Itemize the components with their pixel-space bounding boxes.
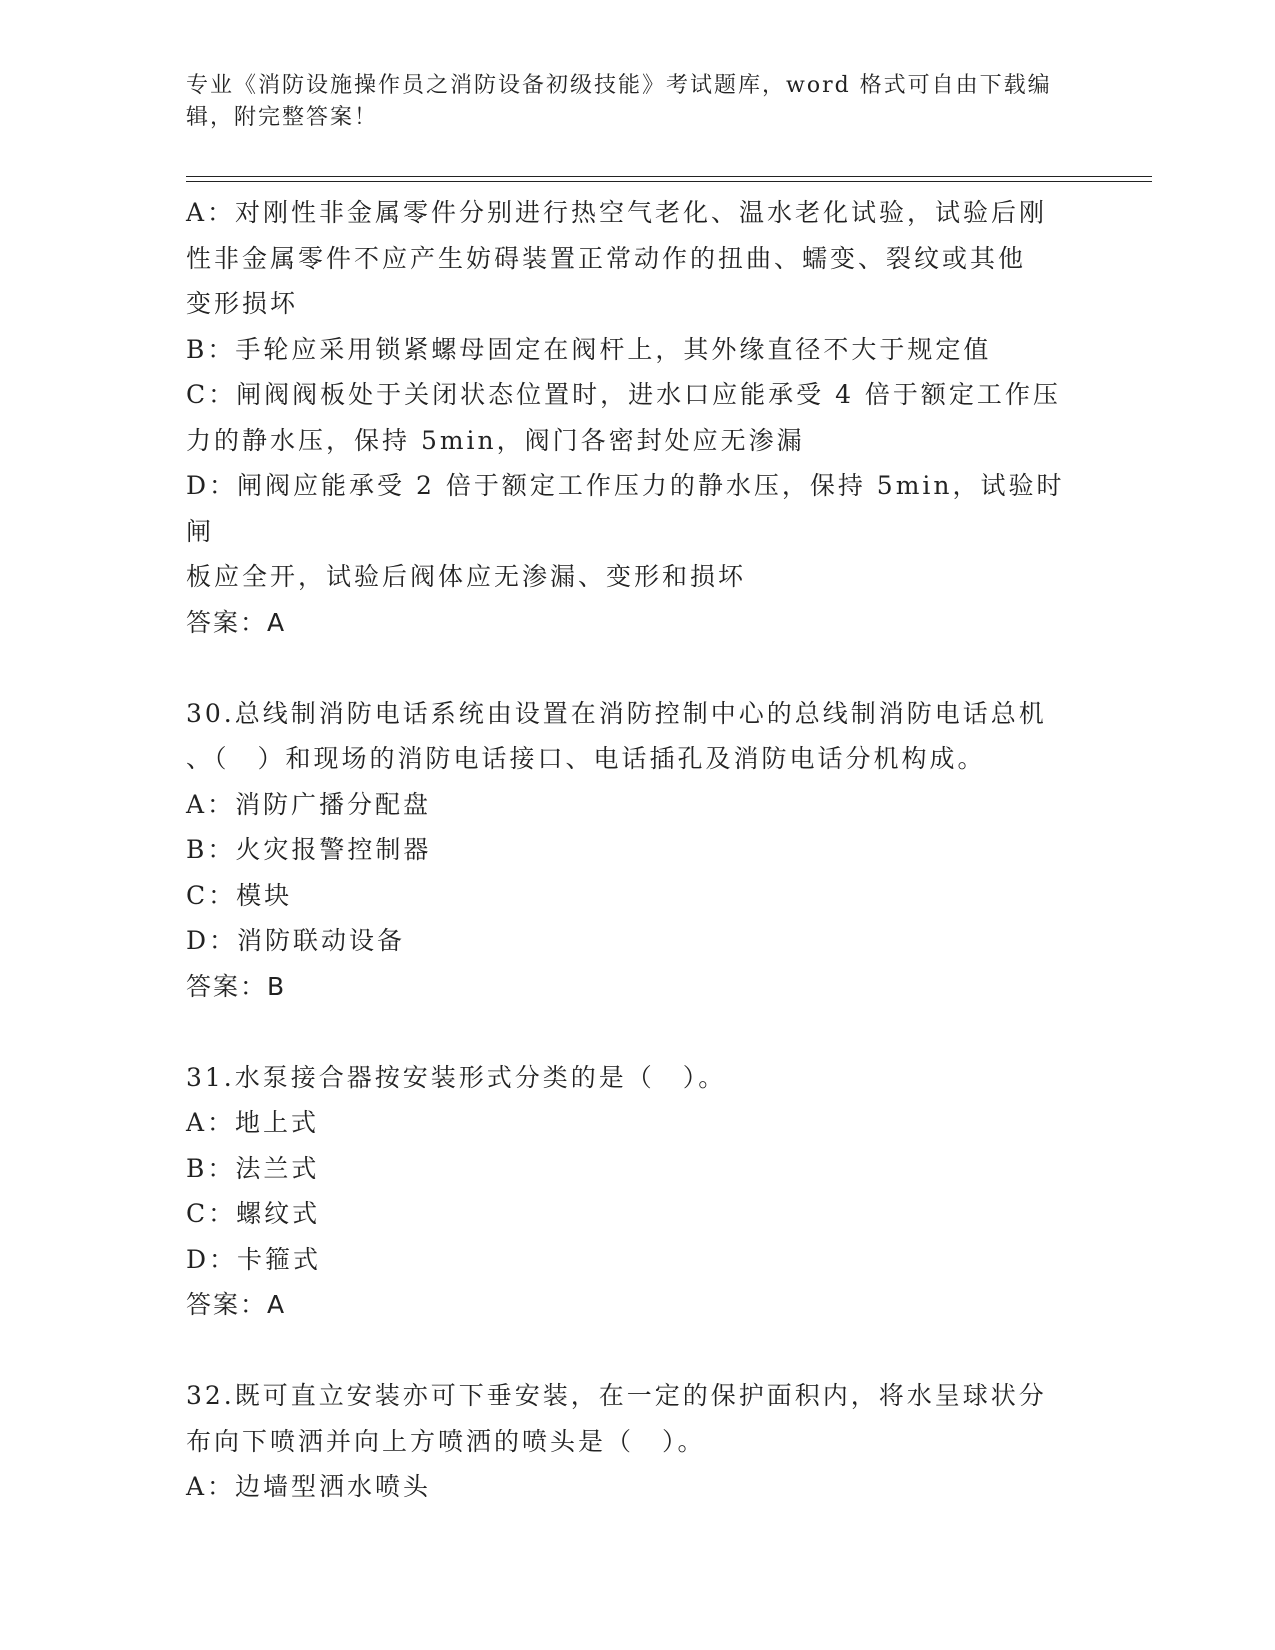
option-d-line-2: 板应全开，试验后阀体应无渗漏、变形和损坏 — [186, 562, 747, 591]
option-a-line-1: A：对刚性非金属零件分别进行热空气老化、温水老化试验，试验后刚 — [186, 198, 1048, 227]
option-d: D：卡箍式 — [186, 1244, 322, 1274]
option-b: B：火灾报警控制器 — [186, 835, 432, 864]
option-b: B：法兰式 — [186, 1153, 320, 1183]
option-a-line-3: 变形损坏 — [186, 289, 299, 318]
answer: 答案：B — [186, 971, 287, 1001]
question-stem: 31.水泵接合器按安装形式分类的是（ ）。 — [186, 1062, 727, 1092]
question-30 — [186, 691, 1076, 1010]
question-31 — [186, 1055, 1076, 1328]
header-line-1: 专业《消防设施操作员之消防设备初级技能》考试题库，word 格式可自由下载编 — [186, 73, 1052, 98]
option-c: C：模块 — [186, 880, 293, 910]
spacer — [186, 1328, 1076, 1374]
question-stem-line-2: 、（ ）和现场的消防电话接口、电话插孔及消防电话分机构成。 — [186, 744, 986, 773]
option-a: A：消防广播分配盘 — [186, 789, 432, 819]
option-a: A：边墙型洒水喷头 — [186, 1472, 432, 1501]
option-c: C：螺纹式 — [186, 1199, 321, 1228]
question-32 — [186, 1373, 1076, 1510]
document-header — [186, 70, 1066, 134]
option-b: B：手轮应采用锁紧螺母固定在阀杆上，其外缘直径不大于规定值 — [186, 334, 992, 364]
header-rule-bottom — [186, 181, 1152, 182]
option-d: D：消防联动设备 — [186, 926, 406, 955]
answer: 答案：A — [186, 1290, 287, 1319]
option-a: A：地上式 — [186, 1108, 320, 1137]
spacer — [186, 1009, 1076, 1055]
header-line-2: 辑，附完整答案！ — [186, 105, 379, 130]
question-list — [186, 190, 1076, 1510]
answer: 答案：A — [186, 607, 287, 637]
header-rule-top — [186, 176, 1152, 177]
option-a-line-2: 性非金属零件不应产生妨碍装置正常动作的扭曲、蠕变、裂纹或其他 — [186, 243, 1027, 273]
question-stem-line-2: 布向下喷洒并向上方喷洒的喷头是（ ）。 — [186, 1426, 706, 1456]
option-d-line-1: D：闸阀应能承受 2 倍于额定工作压力的静水压，保持 5min，试验时闸 — [186, 471, 1065, 546]
question-29-continued — [186, 190, 1076, 645]
option-c-line-2: 力的静水压，保持 5min，阀门各密封处应无渗漏 — [186, 425, 805, 455]
option-c-line-1: C：闸阀阀板处于关闭状态位置时，进水口应能承受 4 倍于额定工作压 — [186, 380, 1061, 409]
spacer — [186, 645, 1076, 691]
question-stem-line-1: 32.既可直立安装亦可下垂安装，在一定的保护面积内，将水呈球状分 — [186, 1381, 1047, 1410]
question-stem-line-1: 30.总线制消防电话系统由设置在消防控制中心的总线制消防电话总机 — [186, 698, 1047, 728]
